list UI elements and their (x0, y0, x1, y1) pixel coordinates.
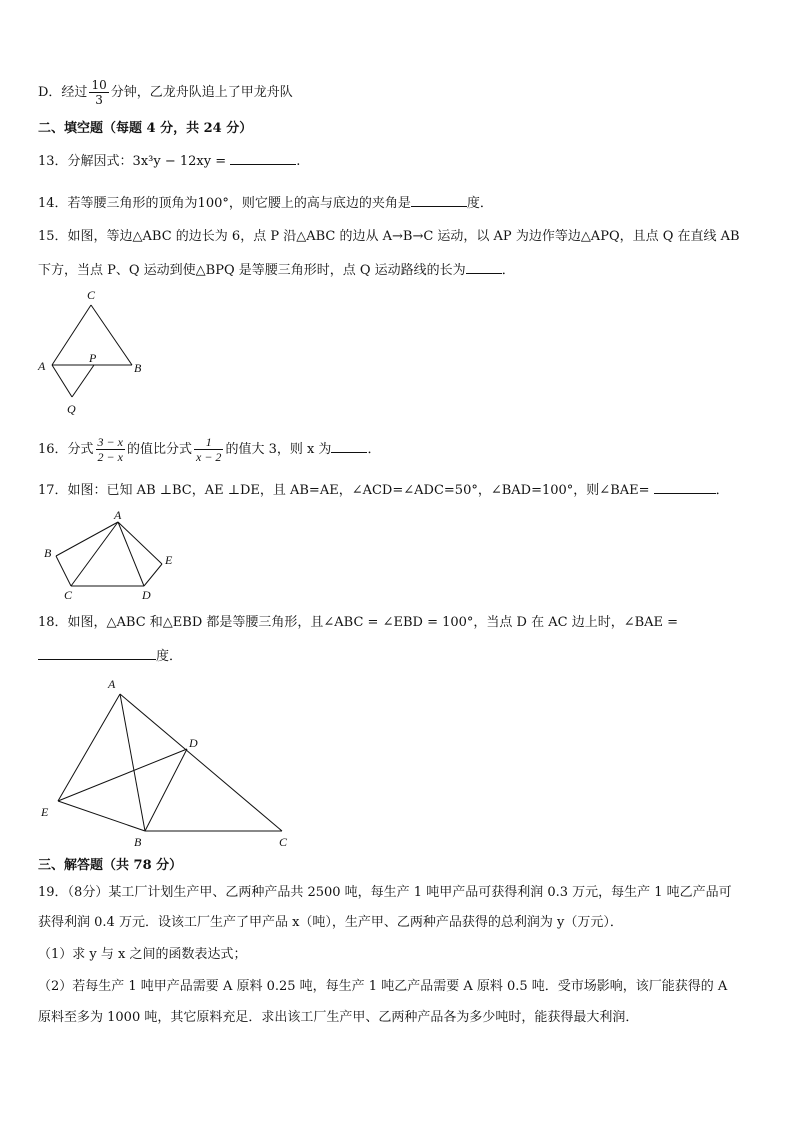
label-e: E (41, 805, 49, 819)
edge-bd (145, 749, 187, 831)
label-d: D (189, 736, 198, 750)
edge-ea (118, 522, 162, 564)
fraction-two-denominator: x − 2 (196, 450, 222, 464)
question-19-line1: 19．（8分）某工厂计划生产甲、乙两种产品共 2500 吨，每生产 1 吨甲产品可获得利润 0.3 万元，每生产 1 吨乙产品可 (38, 885, 732, 900)
fraction-one-numerator: 3 − x (97, 435, 123, 449)
question-14 (38, 192, 493, 213)
label-c: C (279, 835, 288, 849)
question-19-part1: （1）求 y 与 x 之间的函数表达式； (38, 947, 247, 962)
fraction-two-numerator: 1 (194, 435, 223, 450)
fraction-ten-thirds (89, 78, 108, 107)
question-15-line2 (38, 259, 515, 280)
option-d-prefix: D．经过 (38, 85, 88, 100)
question-16-suffix: 的值大 3，则 x 为 (225, 442, 332, 457)
question-16-prefix: 16．分式 (38, 442, 94, 457)
fraction-one (96, 435, 125, 464)
fraction-numerator: 10 (91, 78, 107, 92)
question-13-text: 13．分解因式：3x³y − 12xy = (38, 154, 231, 169)
question-15-line2-text: 下方，当点 P、Q 运动到使△BPQ 是等腰三角形时，点 Q 运动路线的长为 (38, 263, 466, 278)
question-19-part2-line1: （2）若每生产 1 吨甲产品需要 A 原料 0.25 吨，每生产 1 吨乙产品需要 A 原料 0.5 吨．受市场影响，该厂能获得的 A (38, 979, 728, 994)
answer-blank-15[interactable] (466, 259, 502, 274)
answer-blank-17[interactable] (654, 479, 716, 494)
edge-ca (52, 305, 91, 365)
figure-q17 (36, 506, 186, 601)
question-17-text: 17．如图：已知 AB ⊥BC，AE ⊥DE，且 AB=AE，∠ACD=∠ADC=50°，∠BAD=100°，则∠BAE= (38, 483, 654, 498)
edge-aq (52, 365, 72, 397)
label-a: A (108, 677, 116, 691)
question-14-end: 度． (466, 196, 493, 211)
answer-blank-13[interactable] (230, 150, 296, 165)
label-b: B (134, 361, 142, 375)
label-e: E (165, 553, 173, 567)
question-17-end: ． (715, 483, 729, 498)
question-16-middle: 的值比分式 (126, 442, 192, 457)
label-d: D (142, 588, 151, 601)
fraction-denominator: 3 (95, 93, 103, 107)
label-a: A (38, 359, 46, 373)
answer-blank-18[interactable] (38, 645, 156, 660)
label-c: C (87, 288, 96, 302)
question-18-line1: 18．如图，△ABC 和△EBD 都是等腰三角形，且∠ABC = ∠EBD = 100°，当点 D 在 AC 边上时，∠BAE = (38, 615, 679, 630)
question-18-end: 度． (156, 649, 183, 664)
question-18-line2 (38, 645, 182, 666)
section-answer-title: 三、解答题（共 78 分） (38, 858, 183, 873)
question-13-end: . (296, 154, 301, 169)
edge-ab (120, 694, 145, 831)
question-19-line2: 获得利润 0.4 万元．设该工厂生产了甲产品 x（吨），生产甲、乙两种产品获得的总利润为 y（万元）． (38, 915, 623, 930)
edge-bc (56, 556, 71, 586)
answer-blank-14[interactable] (411, 192, 467, 207)
question-15-end: ． (501, 263, 515, 278)
label-b: B (44, 546, 52, 560)
question-16-end: ． (367, 442, 381, 457)
edge-ed (58, 749, 187, 801)
question-14-text: 14．若等腰三角形的顶角为100°，则它腰上的高与底边的夹角是 (38, 196, 411, 211)
label-p: P (89, 351, 97, 365)
question-13 (38, 150, 300, 171)
edge-pq (72, 365, 94, 397)
label-b: B (134, 835, 142, 849)
fraction-one-denominator: 2 − x (97, 450, 123, 464)
edge-ae (58, 694, 120, 801)
label-c: C (64, 588, 73, 601)
edge-eb (58, 801, 145, 831)
question-15-line1: 15．如图，等边△ABC 的边长为 6，点 P 沿△ABC 的边从 A→B→C 运动，以 AP 为边作等边△APQ，且点 Q 在直线 AB (38, 229, 740, 244)
answer-blank-16[interactable] (331, 438, 367, 453)
label-q: Q (67, 402, 76, 416)
label-a: A (114, 508, 122, 522)
edge-ac (71, 522, 118, 586)
question-17 (38, 479, 729, 500)
edge-ad (118, 522, 144, 586)
edge-cb (91, 305, 132, 365)
question-19-part2-line2: 原料至多为 1000 吨，其它原料充足．求出该工厂生产甲、乙两种产品各为多少吨时，能获得最大利润． (38, 1010, 639, 1025)
option-d (38, 78, 293, 107)
section-fill-blank-title: 二、填空题（每题 4 分，共 24 分） (38, 121, 253, 136)
figure-q18 (36, 672, 306, 852)
edge-ac (120, 694, 282, 831)
edge-de (144, 564, 162, 586)
option-d-suffix: 分钟，乙龙舟队追上了甲龙舟队 (110, 85, 293, 100)
question-16 (38, 432, 380, 468)
edge-ab (56, 522, 118, 556)
figure-q15 (30, 285, 150, 420)
fraction-two (194, 435, 223, 464)
